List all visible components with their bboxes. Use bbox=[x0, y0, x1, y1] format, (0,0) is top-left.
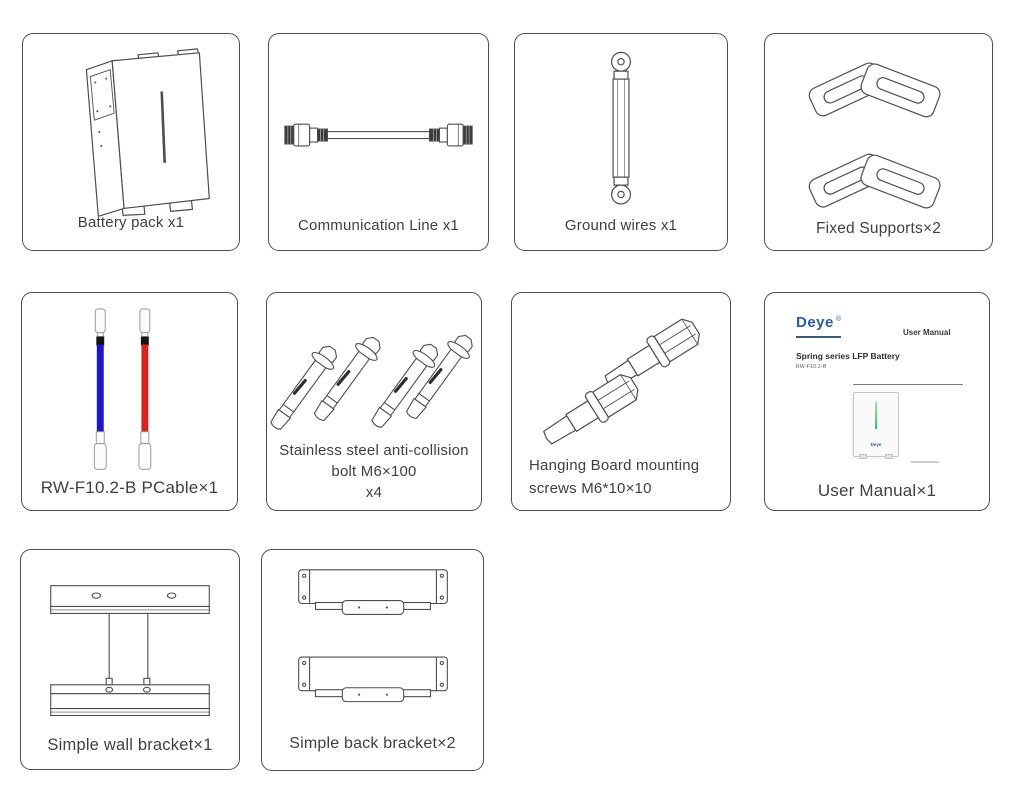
label-line-1: Hanging Board mounting bbox=[529, 457, 700, 474]
item-label: RW-F10.2-B PCable×1 bbox=[40, 478, 219, 497]
item-label: Ground wires x1 bbox=[564, 217, 678, 234]
deye-logo: Deye ® bbox=[796, 314, 842, 331]
label-line-1: Stainless steel anti-collision bbox=[279, 442, 469, 459]
label-line-3: x4 bbox=[365, 484, 383, 501]
battery-foot bbox=[885, 454, 893, 459]
item-card-fixed-supports bbox=[764, 33, 993, 251]
item-card-ground-wires bbox=[514, 33, 728, 251]
fixed-supports-illustration bbox=[765, 34, 992, 250]
logo-underline bbox=[796, 336, 841, 338]
item-card-user-manual bbox=[764, 292, 990, 511]
battery-foot bbox=[859, 454, 867, 459]
battery-led-indicator bbox=[875, 402, 877, 429]
manual-subtitle: Spring series LFP Battery bbox=[796, 351, 900, 361]
blue-cable bbox=[94, 309, 106, 470]
red-cable bbox=[139, 309, 151, 470]
item-label: Simple back bracket×2 bbox=[289, 735, 456, 752]
label-line-2: bolt M6×100 bbox=[331, 463, 417, 480]
item-label: Battery pack x1 bbox=[77, 214, 185, 231]
item-label: User Manual×1 bbox=[817, 481, 937, 500]
item-label bbox=[267, 440, 481, 503]
item-card-hanging-screws bbox=[511, 292, 731, 511]
item-card-pcable bbox=[21, 292, 238, 511]
item-card-communication-line bbox=[268, 33, 489, 251]
item-label: Simple wall bracket×1 bbox=[47, 736, 213, 754]
item-label: Fixed Supports×2 bbox=[815, 220, 942, 237]
item-card-battery-pack bbox=[22, 33, 240, 251]
item-label bbox=[512, 455, 730, 500]
manual-battery-image bbox=[853, 392, 899, 457]
battery-brand-text: Deye bbox=[870, 442, 882, 447]
manual-model: RW-F10.2-B bbox=[796, 364, 827, 370]
registered-mark: ® bbox=[835, 316, 842, 323]
item-card-back-bracket bbox=[261, 549, 484, 771]
item-label: Communication Line x1 bbox=[298, 217, 459, 234]
item-card-anti-collision-bolt bbox=[266, 292, 482, 511]
item-card-wall-bracket bbox=[20, 549, 240, 770]
label-line-2: screws M6*10×10 bbox=[529, 479, 652, 497]
fine-print bbox=[911, 461, 939, 463]
manual-title: User Manual bbox=[903, 328, 951, 337]
divider-line bbox=[853, 384, 963, 385]
manual-cover bbox=[765, 293, 989, 510]
